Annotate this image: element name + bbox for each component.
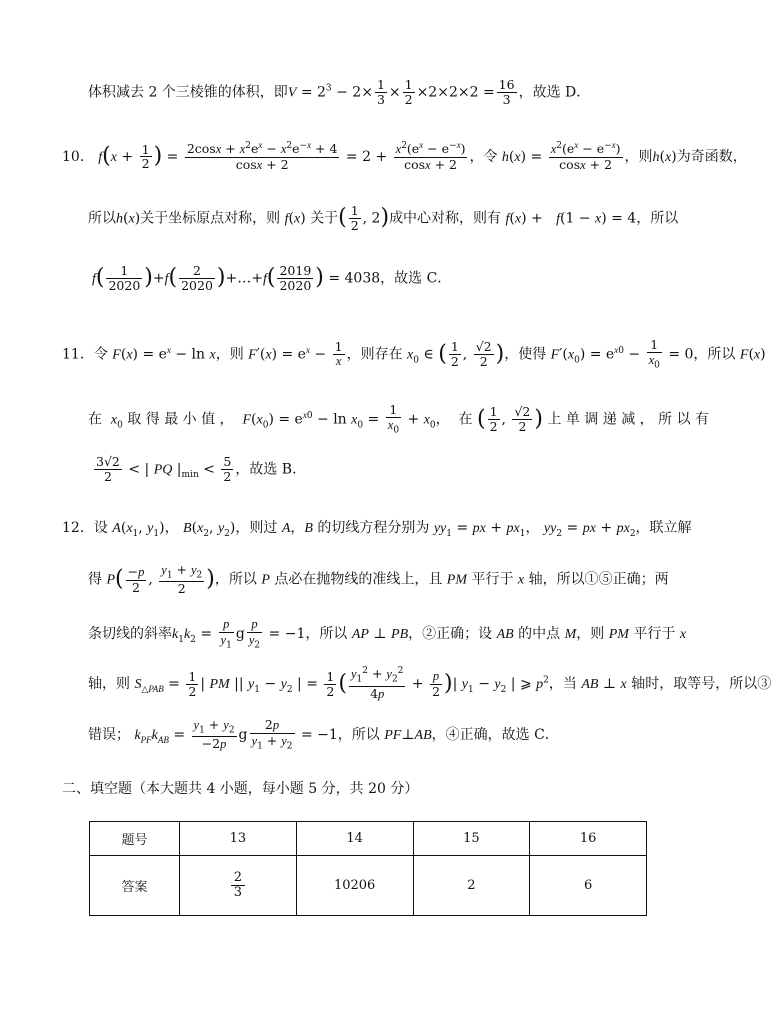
q10-line-1: 10． f(x + $\frac{1}{2}$ ) = $\frac{2\cos x + x^2e^x - x^2e^{-x} + 4}{\cos x + 2}$ = 2 + $\frac{x^2(e^x - e^{-x})}{\cos x + 2}$ ，令 h(x) = $\frac{x^2(e^x - e^{-x})}{\cos x + 2}$ ，则h(x)为奇函数， [62, 140, 747, 172]
question-number: 15 [413, 822, 530, 856]
answer-14: 10206 [296, 856, 413, 916]
q10-label: 10． [62, 148, 94, 165]
answer-13 [180, 856, 297, 916]
section-title: 二、填空题（本大题共 4 小题，每小题 5 分，共 20 分） [62, 781, 419, 797]
q12-line-4: 轴，则 $S_{\triangle PAB}$ = $\frac{1}{2}$ | PM || $y_1 - y_2$ | = $\frac{1}{2}$ ( $\frac{y_1^2 + y_2^2}{4p}$ + $\frac{p}{2}$ )| $y_1 - y_2$ | ⩾ $p^2$，当 AB ⊥ x 轴时，取等号，所以③ [88, 666, 771, 701]
answer-table [89, 821, 647, 916]
q12-label: 12． [62, 520, 94, 536]
answer-15: 2 [413, 856, 530, 916]
answer-label-cell: 答案 [90, 856, 180, 916]
table-row [90, 856, 647, 916]
q11-line-1: 11．令 $F(x) = e^x - \ln x$，则 $F'(x) = e^x$ − $\frac{1}{x}$ ，则存在 $x_0$ ∈ ( $\frac{1}{2}$ , $\frac{√2}{2}$ )，使得 $F'(x_0) = e^{x0}$ − $\frac{1}{x_0}$ = 0，所以 F(x) [62, 337, 766, 371]
table-row [90, 822, 647, 856]
q11-line-2: 在 $x_0$ 取 得 最 小 值 ， $F(x_0) = e^{x0} - \ln x_0$ = $\frac{1}{x_0}$ + $x_0$， 在 ( $\frac{1}{2}$ , $\frac{√2}{2}$ ) 上 单 调 递 减 ， 所 以 有 [88, 402, 710, 436]
header-label-cell: 题号 [90, 822, 180, 856]
q11-label: 11． [62, 346, 94, 363]
question-number: 16 [530, 822, 647, 856]
fraction-two-thirds: $\frac{2}{3}$ [231, 871, 245, 901]
q10-line-2: 所以h(x)关于坐标原点对称，则 f(x) 关于( $\frac{1}{2}$ , 2)成中心对称，则有 f(x) + f(1 − x) = 4，所以 [88, 203, 679, 233]
q12-line-1: 12．设 $A(x_1$, $y_1$)， $B(x_2$, $y_2$)，则过 A，B 的切线方程分别为 $yy_1$ = px + $px_1$， $yy_2$ = px + $px_2$，联立解 [62, 520, 692, 539]
q12-line-2: 得 P( $\frac{-p}{2}$ , $\frac{y_1 + y_2}{2}$ )，所以 P 点必在抛物线的准线上，且 PM 平行于 x 轴，所以①⑤正确；两 [88, 562, 669, 597]
question-number: 13 [180, 822, 297, 856]
q12-line-3: 条切线的斜率$k_1k_2$ = $\frac{p}{y_1}$ g $\frac{p}{y_2}$ = −1，所以 AP ⊥ PB，②正确；设 AB 的中点 M，则 PM 平行于 x [88, 617, 687, 651]
question-number: 14 [296, 822, 413, 856]
q9-conclusion: 体积减去 2 个三棱锥的体积，即$V = 2^3 - 2\times$ $\frac{1}{3}$ × $\frac{1}{2}$ ×2×2×2 = $\frac{16}{3}$ ，故选 D． [88, 77, 591, 107]
q10-line-3: f( $\frac{1}{2020}$ )+f( $\frac{2}{2020}$ )+…+f( $\frac{2019}{2020}$ ) = 4038，故选 C． [92, 263, 452, 293]
answer-16: 6 [530, 856, 647, 916]
q12-line-5: 错误； $k_{PF}k_{AB}$ = $\frac{y_1 + y_2}{-2p}$ g $\frac{2p}{y_1 + y_2}$ = −1，所以 PF⊥AB，④正确，故选 C． [88, 717, 559, 752]
q11-line-3: $\frac{3√2}{2}$ < | PQ $|_{min}$ < $\frac{5}{2}$ ，故选 B． [96, 454, 307, 484]
